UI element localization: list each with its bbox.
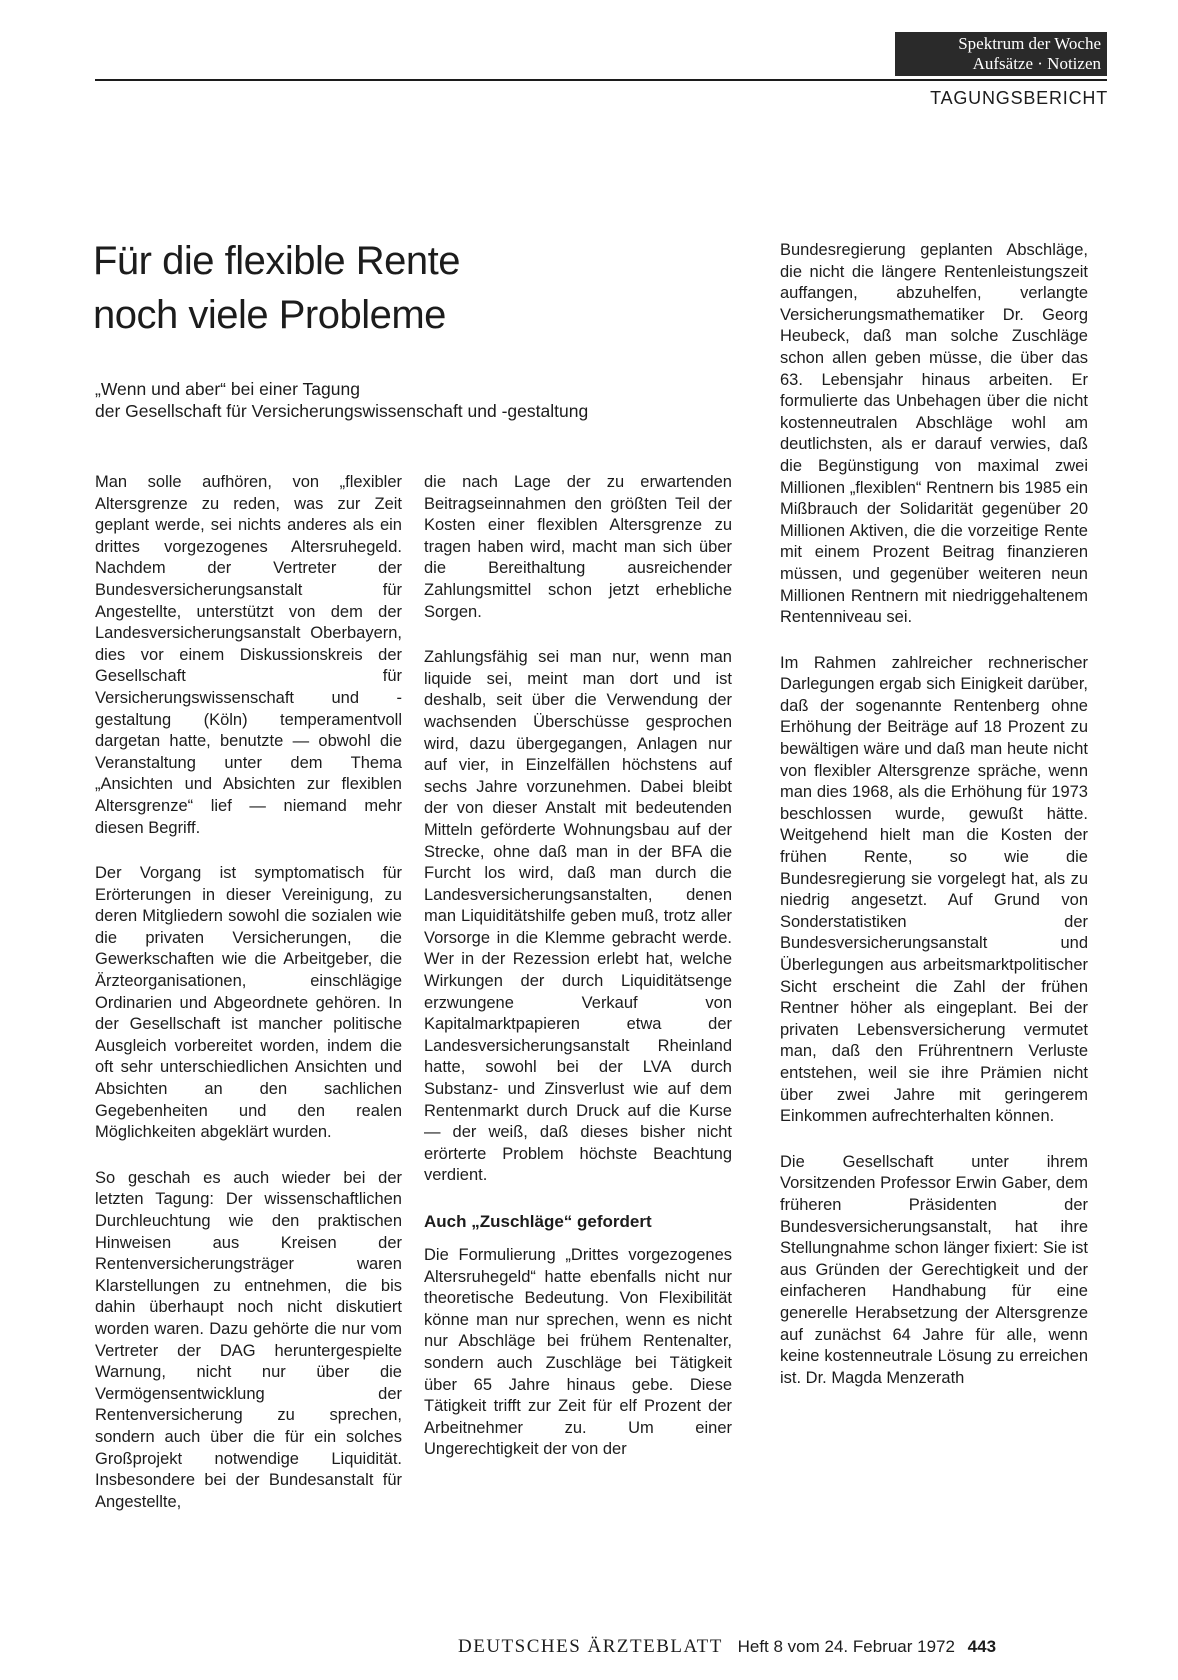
paragraph: Bundesregierung geplanten Abschläge, die nicht die längere Rentenleistungszeit auffangen, abzuhelfen, verlangte Versicherungsmathematiker Dr. Georg Heubeck, daß man solche Zuschläge schon allen geben müsse, die über das 63. Lebensjahr hinaus arbeiten. Er formulierte das Unbehagen über die nicht kostenneutralen Abschläge wohl am deutlichsten, als er darauf verwies, daß die Begünstigung von maximal zwei Millionen „flexiblen“ Rentnern bis 1985 ein Mißbrauch der Solidarität gegenüber 20 Millionen Aktiven, die die vorzeitige Rente mit einem Prozent Beitrag finanzieren müssen, und gegenüber weiteren neun Millionen Rentnern mit niedriggehaltenem Rentenniveau sei. bbox=[780, 241, 1088, 627]
badge-line-1: Spektrum der Woche bbox=[958, 34, 1101, 53]
paragraph: Im Rahmen zahlreicher rechnerischer Darlegungen ergab sich Einigkeit darüber, daß der sogenannte Rentenberg ohne Erhöhung der Beiträge auf 18 Prozent zu bewältigen wäre und daß man heute nicht von flexibler Altersgrenze spräche, wenn man dies 1968, als die Erhöhung für 1973 beschlossen wurde, gewußt hätte. Weitgehend hielt man die Kosten der frühen Rente, so wie die Bundesregierung sie vorgelegt hat, als zu niedrig angesetzt. Auf Grund von Sonderstatistiken der Bundesversicherungsanstalt und Überlegungen aus arbeitsmarktpolitischer Sicht erscheint die Zahl der frühen Rentner höher als eingeplant. Bei der privaten Lebensversicherung vermutet man, daß den Frührentnern Verluste entstehen, weil sie ihre Prämien nicht über zwei Jahre mit geringerem Einkommen aufrechterhalten können. bbox=[780, 653, 1088, 1126]
issue-info: Heft 8 vom 24. Februar 1972 bbox=[737, 1637, 955, 1656]
text-column-3 bbox=[780, 240, 1088, 1413]
text-column-1 bbox=[95, 472, 402, 1537]
subtitle-line-1: „Wenn und aber“ bei einer Tagung bbox=[95, 379, 360, 399]
paragraph: Der Vorgang ist symptomatisch für Erörterungen in dieser Vereinigung, zu deren Mitgliedern sowohl die sozialen wie die privaten Versicherungen, die Gewerkschaften wie die Arbeitgeber, die Ärzteorganisationen, einschlägige Ordinarien und Abgeordnete gehören. In der Gesellschaft ist mancher politische Ausgleich vorbereitet worden, indem die oft sehr unterschiedlichen Ansichten und Absichten an den sachlichen Gegebenheiten und den realen Möglichkeiten abgeklärt wurden. bbox=[95, 864, 402, 1142]
paragraph: die nach Lage der zu erwartenden Beitragseinnahmen den größten Teil der Kosten einer flexiblen Altersgrenze zu tragen haben wird, macht man sich über die Bereithaltung ausreichender Zahlungsmittel schon jetzt erhebliche Sorgen. bbox=[424, 473, 732, 621]
paragraph: Die Gesellschaft unter ihrem Vorsitzenden Professor Erwin Gaber, dem früheren Präsidenten der Bundesversicherungsanstalt, hat ihre Stellungnahme schon länger fixiert: Sie ist aus Gründen der Gerechtigkeit und der einfacheren Handhabung für eine generelle Herabsetzung der Altersgrenze auf zunächst 64 Jahre für alle, wenn keine kostenneutrale Lösung zu erreichen ist. Dr. Magda Menzerath bbox=[780, 1152, 1088, 1387]
page-number: 443 bbox=[967, 1637, 997, 1656]
paragraph: So geschah es auch wieder bei der letzten Tagung: Der wissenschaftlichen Durchleuchtung wie den praktischen Hinweisen aus Kreisen der Rentenversicherungsträger waren Klarstellungen zu entnehmen, die bis dahin überhaupt noch nicht diskutiert worden waren. Dazu gehörte die nur vom Vertreter der DAG heruntergespielte Warnung, nicht nur über die Vermögensentwicklung der Rentenversicherung zu sprechen, sondern auch über die für ein solches Großprojekt notwendige Liquidität. Insbesondere bei der Bundesanstalt für Angestellte, bbox=[95, 1168, 402, 1511]
department-badge bbox=[895, 32, 1107, 76]
section-label: TAGUNGSBERICHT bbox=[930, 88, 1108, 108]
text-column-2 bbox=[424, 472, 732, 1485]
badge-line-2: Aufsätze · Notizen bbox=[972, 54, 1101, 73]
title-line-1: Für die flexible Rente bbox=[93, 239, 460, 283]
title-line-2: noch viele Probleme bbox=[93, 293, 446, 337]
paragraph: Man solle aufhören, von „flexibler Altersgrenze zu reden, was zur Zeit geplant werde, sei nichts anderes als ein drittes vorgezogenes Altersruhegeld. Nachdem der Vertreter der Bundesversicherungsanstalt für Angestellte, unterstützt von dem der Landesversicherungsanstalt Oberbayern, dies vor einem Diskussionskreis der Gesellschaft für Versicherungswissenschaft und -gestaltung (Köln) temperamentvoll dargetan hatte, benutzte — obwohl die Veranstaltung unter dem Thema „Ansichten und Absichten zur flexiblen Altersgrenze“ lief — niemand mehr diesen Begriff. bbox=[95, 473, 402, 837]
page-footer bbox=[458, 1636, 996, 1658]
article-subtitle bbox=[95, 378, 735, 422]
subheading: Auch „Zuschläge“ gefordert bbox=[424, 1212, 652, 1231]
subtitle-line-2: der Gesellschaft für Versicherungswissenschaft und -gestaltung bbox=[95, 401, 589, 421]
paragraph: Die Formulierung „Drittes vorgezogenes Altersruhegeld“ hatte ebenfalls nicht nur theoretische Bedeutung. Von Flexibilität könne man nur sprechen, wenn es nicht nur Abschläge bei frühem Rentenalter, sondern auch Zuschläge bei Tätigkeit über 65 Jahre hinaus gebe. Diese Tätigkeit trifft zur Zeit für elf Prozent der Arbeitnehmer zu. Um einer Ungerechtigkeit der von der bbox=[424, 1246, 732, 1459]
article-title bbox=[93, 234, 733, 342]
header-rule bbox=[95, 79, 1107, 81]
paragraph: Zahlungsfähig sei man nur, wenn man liquide sei, meint man dort und ist deshalb, seit über die Verwendung der wachsenden Überschüsse gesprochen wird, dazu übergegangen, Anlagen nur auf vier, in Einzelfällen höchstens auf sechs Jahre vorzunehmen. Dabei bleibt der von dieser Anstalt mit bedeutenden Mitteln geförderte Wohnungsbau auf der Strecke, ohne daß man in der BFA die Furcht los wird, daß man durch die Landesversicherungsanstalten, denen man Liquiditätshilfe geben muß, trotz aller Vorsorge in die Klemme gebracht werde. Wer in der Rezession erlebt hat, welche Wirkungen der durch Liquiditätsenge erzwungene Verkauf von Kapitalmarktpapieren etwa der Landesversicherungsanstalt Rheinland hatte, sowohl bei der LVA durch Substanz- und Zinsverlust wie auf dem Rentenmarkt durch Druck auf die Kurse — der weiß, daß dieses bisher nicht erörterte Problem höchste Beachtung verdient. bbox=[424, 648, 732, 1185]
journal-masthead: DEUTSCHES ÄRZTEBLATT bbox=[458, 1636, 723, 1657]
